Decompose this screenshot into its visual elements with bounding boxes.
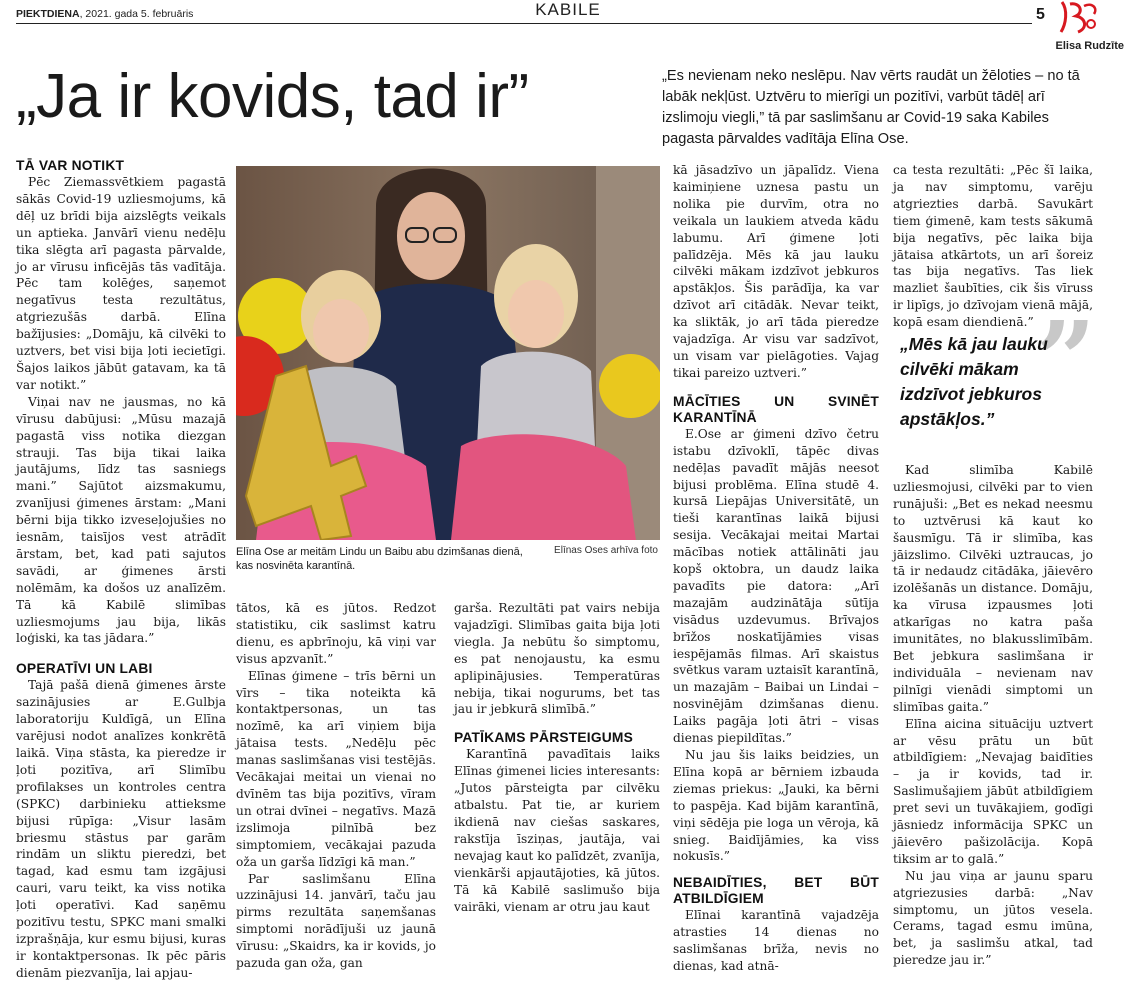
column-1 <box>16 158 226 982</box>
subheading: PATĪKAMS PĀRSTEIGUMS <box>454 730 634 746</box>
paragraph: Elīnas ģimene – trīs bērni un vīrs – tika noteikta kā kontaktpersonas, un tas nozīmē, ka arī viņiem bija jātaisa tests. „Nedēļu pēc manas saslimšanas visi testējās. Vecākajai meitai un vienai no dvīnēm tas bija pozitīvs, vīram un otrai dvīnei – negatīvs. Mazā izslimoja pilnībā bez simptomiem, vecākajai pazuda oža un garša līdzīgi kā man.” <box>236 668 436 869</box>
family-photo <box>236 166 660 540</box>
quote-mark-icon: ” <box>1036 298 1096 421</box>
lead-paragraph: „Es nevienam neko neslēpu. Nav vērts raudāt un žēloties – no tā labāk nekļūst. Uztvēru to mierīgi un pozitīvi, varbūt tādēļ arī izslimoju viegli,” tā par saslimšanu ar Covid-19 saka Kabiles pagasta pārvaldes vadītāja Elīna Ose. <box>662 68 1080 147</box>
paragraph: Viņai nav ne jausmas, no kā vīrusu dabūjusi: „Mūsu mazajā pagastā viss notika diezgan strauji. Tas bija tikai laika jautājums, līdz tas sasniegs mani.” Sajūtot aizsmakumu, zvanījusi ģimenes ārstam: „Mani bērni bija tikko izveseļojušies no iesnām, taisījos vest atrādīt ārstam, bet, kad pati sajutos savādi, ar ģimenes ārsti nolēmām, ka došos uz analīzēm. Tā kā Kabilē slimības uzliesmojums jau bija, likās loģiski, ka tas jādara.” <box>16 394 226 646</box>
page-number: 5 <box>1036 6 1045 23</box>
issue-date: PIEKTDIENA, 2021. gada 5. februāris <box>16 8 194 20</box>
author-name: Elisa Rudzīte <box>1055 40 1124 52</box>
paragraph: ca testa rezultāti: „Pēc šī laika, ja nav simptomu, varēju atgriezties darbā. Savukārt tiem ģimenē, kam tests sākumā bija negatīvs, pēc laika bija jātaisa atkārtots, un arī šoreiz tas bija negatīvs. Tas liek mazliet šaubīties, cik šis vīruss ir lipīgs, jo dzīvojam vienā mājā, kopā esam diendienā.” <box>893 163 1093 330</box>
paragraph: Pēc Ziemassvētkiem pagastā sākās Covid-19 uzliesmojums, kā dēļ uz brīdi bija aizslēgts veikals un aptieka. Janvārī vienu nedēļu tika slēgta arī pagasta pārvalde, jo ar vīrusu inficējās tās vadītāja. Pēc tam kolēģes, saņemot negatīvus testa rezultātus, atgriezušās darbā. Elīna bažījusies: „Domāju, kā cilvēki to uztvers, bet visi bija ļoti iecietīgi. Šajos laikos jābūt gatavam, ka tā var notikt.” <box>16 175 226 392</box>
subheading: OPERATĪVI UN LABI <box>16 661 153 677</box>
photo-credit: Elīnas Oses arhīva foto <box>554 545 658 556</box>
paragraph: Karantīnā pavadītais laiks Elīnas ģimenei licies interesants: „Jutos pārsteigta par cilvēku atbalstu. Pat tie, ar kuriem ikdienā nav ciešas saskares, rakstīja īsziņas, jautāja, vai nevajag kaut ko palīdzēt, zvanīja, vienkārši apjautājoties, kā jūtos. Tā kā Kabilē saslimušo bija vairāki, vienam ar otru jau kaut <box>454 747 660 914</box>
header-rule <box>16 23 1032 24</box>
column-2 <box>236 600 436 972</box>
paragraph: E.Ose ar ģimeni dzīvo četru istabu dzīvoklī, tāpēc divas nedēļas pavadīt mājās neesot bijusi problēma. Elīna studē 4. kursā Liepājas Universitātē, un tieši karantīnas laikā bijusi sesija. Vecākajai meitai Martai mācības notiek attālināti jau kopš oktobra, un daudz laika pavadīts pie datora: „Arī mazajām audzinātāja sūtīja visādus uzdevumus. Brīvajos brīžos noskatījāmies visas iespējamās filmas. Arī skaistus svētkus varam uztaisīt karantīnā, un mazajām – Baibai un Lindai – nosvinējām dzimšanas dienu. Laiks pagāja ļoti ātri – visas dienas piepildītas.” <box>673 426 879 746</box>
pull-quote: „Mēs kā jau lauku cilvēki mākam izdzīvot jebkuros apstākļos.” <box>900 334 1048 429</box>
column-3 <box>454 600 660 915</box>
subheading: MĀCĪTIES UN SVINĒT KARANTĪNĀ <box>673 393 879 425</box>
column-4 <box>673 162 879 975</box>
headline: „Ja ir kovids, tad ir” <box>16 62 529 131</box>
subheading: NEBAIDĪTIES, BET BŪT ATBILDĪGIEM <box>673 875 879 907</box>
subheading: TĀ VAR NOTIKT <box>16 158 125 173</box>
section-title: KABILE <box>535 0 601 19</box>
paragraph: Nu jau viņa ar jaunu sparu atgriezusies darbā: „Nav simptomu, un jūtos vesela. Cerams, tagad esmu imūna, bet, ja saslimšu atkal, tad pieredze jau ir.” <box>893 868 1093 968</box>
newspaper-logo-icon <box>1058 0 1100 34</box>
photo-caption: Elīna Ose ar meitām Lindu un Baibu abu dzimšanas dienā, kas nosvinēta karantīnā. <box>236 546 523 572</box>
paragraph: Nu jau šis laiks beidzies, un Elīna kopā ar bērniem izbauda ziemas priekus: „Jauki, ka bērni to paspēja. Kad bijām karantīnā, viņi sēdēja pie loga un vēroja, kā snieg. Baidījāmies, ka viss nokusīs.” <box>673 748 879 864</box>
paragraph: garša. Rezultāti pat vairs nebija vajadzīgi. Slimības gaita bija ļoti viegla. Ja nebūtu šo simptomu, es pat nenojaustu, ka esmu aplipinājusies. Temperatūras nebija, tikai nogurums, bet tas jau ir jebkurā slimībā.” <box>454 601 660 717</box>
paragraph: Elīna aicina situāciju uztvert ar vēsu prātu un būt atbildīgiem: „Nevajag baidīties – ja ir kovids, tad ir. Saslimušajiem jābūt atbildīgiem pret sevi un tuvākajiem, godīgi jāsniedz informācija SPKC un jāievēro pašizolācija. Kopā tiksim ar to galā.” <box>893 716 1093 866</box>
paragraph: tātos, kā es jūtos. Redzot statistiku, cik saslimst katru dienu, es apbrīnoju, kā viņi var visus apzvanīt.” <box>236 601 436 666</box>
paragraph: Kad slimība Kabilē uzliesmojusi, cilvēki par to vien runājuši: „Bet es nekad neesmu to uztvērusi kā kaut ko šausmīgu. Tā ir slimība, kas jāizslimo. Cilvēki uztraucas, jo tā ir nedaudz citādāka, jāievēro izolēšanās un distance. Domāju, ka vīrusa izpausmes ļoti atkarīgas no katra paša imunitātes, no blakusslimībām. Bet jebkura saslimšana ir individuāla – nevienam nav pilnīgi vienādi simptomi un slimības gaita.” <box>893 463 1093 714</box>
paragraph: Par saslimšanu Elīna uzzinājusi 14. janvārī, taču jau pirms rezultāta saņemšanas simptomi norādījuši uz jaunā vīrusu: „Skaidrs, ka ir kovids, jo pazuda gan oža, gan <box>236 871 436 971</box>
paragraph: kā jāsadzīvo un jāpalīdz. Viena kaimiņiene uznesa pastu un nolika pie durvīm, otra no veikala un laukiem atveda kādu labumu. Arī ģimene ļoti palīdzēja. Mēs kā jau lauku cilvēki mākam izdzīvot jebkuros apstākļos. Šis parādīja, ka var dzīvot arī citādāk. Nevar teikt, ka sliktāk, jo arī tāda pieredze vajadzīga. Ar visu var sadzīvot, un visam var pielāgoties. Vajag tikai pareizo uztveri.” <box>673 163 879 380</box>
paragraph: Tajā pašā dienā ģimenes ārste sazinājusies ar E.Gulbja laboratoriju Kuldīgā, un Elīna varējusi nodot analīzes konkrētā laikā. Viņa stāsta, ka pieredze ir ļoti pozitīva, arī Slimību profilakses un kontroles centra (SPKC) darbinieku attieksme bijusi rūpīga: „Visur lasām briesmu stāstus par garām rindām un sliktu pieredzi, bet tagad, kad esmu tam izgājusi cauri, varu teikt, ka viss notika ļoti operatīvi. Kad saņēmu pozitīvu testu, SPKC mani smalki izprašņāja, kur esmu bijusi, kuras ir kontaktpersonas. Ik pēc pāris dienām piezvanīja, lai apjau- <box>16 678 226 980</box>
paragraph: Elīnai karantīnā vajadzēja atrasties 14 dienas no saslimšanas brīža, nevis no dienas, kad atnā- <box>673 908 879 974</box>
column-5-bottom <box>893 462 1093 969</box>
